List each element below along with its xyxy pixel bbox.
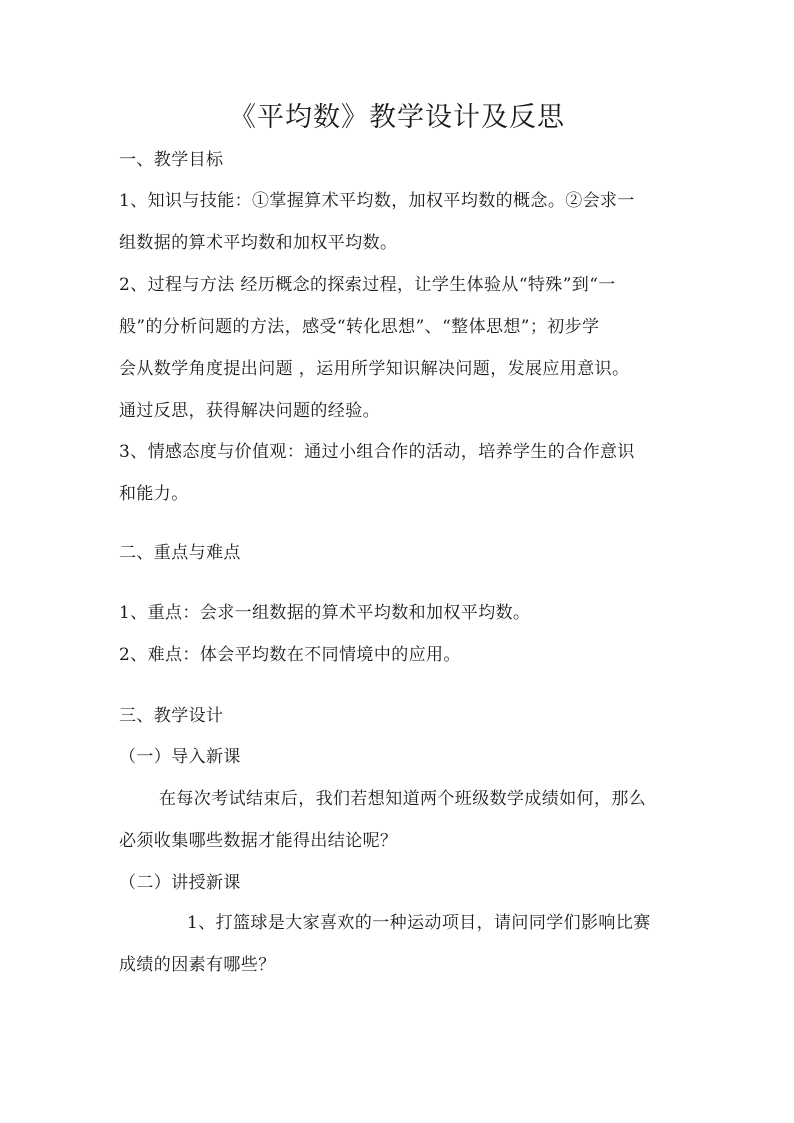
teach-paragraph-line-1: 1、打篮球是大家喜欢的一种运动项目，请问同学们影响比赛: [187, 913, 651, 933]
section-heading-objectives: 一、教学目标: [119, 150, 224, 170]
subsection-heading-teach: （二）讲授新课: [119, 873, 241, 893]
objective-2-line-3: 会从数学角度提出问题 ，运用所学知识解决问题，发展应用意识。: [119, 359, 630, 379]
section-heading-design: 三、教学设计: [119, 706, 224, 726]
teach-paragraph-line-2: 成绩的因素有哪些？: [119, 955, 276, 975]
objective-2-line-1: 2、过程与方法 经历概念的探索过程，让学生体验从“特殊”到“一: [119, 275, 616, 295]
document-title: 《平均数》教学设计及反思: [229, 102, 565, 133]
focus-difficulty: 2、难点：体会平均数在不同情境中的应用。: [119, 645, 461, 665]
objective-2-line-4: 通过反思，获得解决问题的经验。: [119, 401, 380, 421]
subsection-heading-intro: （一）导入新课: [119, 747, 241, 767]
focus-key-point: 1、重点：会求一组数据的算术平均数和加权平均数。: [119, 603, 531, 623]
intro-paragraph-line-1: 在每次考试结束后，我们若想知道两个班级数学成绩如何，那么: [159, 789, 647, 809]
intro-paragraph-line-2: 必须收集哪些数据才能得出结论呢？: [119, 831, 398, 851]
objective-3-line-2: 和能力。: [119, 484, 189, 504]
objective-1-line-2: 组数据的算术平均数和加权平均数。: [119, 233, 398, 253]
section-heading-focus: 二、重点与难点: [119, 543, 241, 563]
objective-3-line-1: 3、情感态度与价值观：通过小组合作的活动，培养学生的合作意识: [119, 442, 635, 462]
objective-2-line-2: 般”的分析问题的方法，感受“转化思想”、“整体思想”；初步学: [119, 317, 600, 337]
objective-1-line-1: 1、知识与技能：①掌握算术平均数，加权平均数的概念。②会求一: [119, 191, 635, 211]
